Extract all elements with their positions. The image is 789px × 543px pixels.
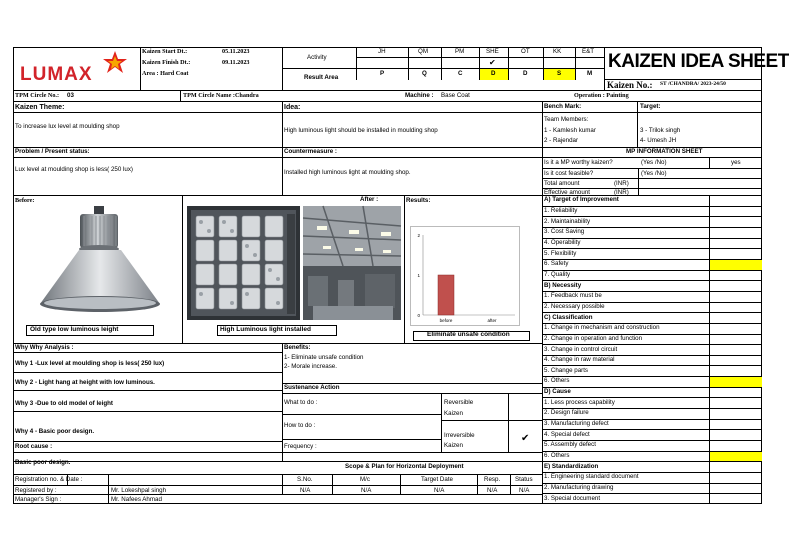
- benchmark-label: Bench Mark:: [544, 103, 582, 110]
- manager-sign-value: Mr. Nafees Ahmad: [111, 496, 162, 503]
- checklist-item: 5. Assembly defect: [544, 441, 596, 449]
- scope-col-mc: M/c: [360, 476, 370, 483]
- checklist-item: 3. Special document: [544, 494, 601, 502]
- checklist-highlight: [710, 260, 762, 270]
- results-chart-svg: [411, 227, 519, 325]
- checklist-section-title: C) Classification: [544, 313, 593, 321]
- mp-q4-unit: (INR): [614, 189, 629, 196]
- circle-name: TPM Circle Name :Chandra: [183, 92, 259, 99]
- res-m: M: [587, 70, 593, 77]
- target-label: Target:: [640, 103, 661, 110]
- idea-text: High luminous light should be installed in moulding shop: [284, 127, 438, 134]
- scope-title: Scope & Plan for Horizontal Deployment: [345, 463, 464, 470]
- chart-y-tick-label: 0: [417, 313, 420, 318]
- act-jh: JH: [378, 48, 386, 55]
- scope-val-sno: N/A: [300, 487, 311, 494]
- finish-label: Kaizen Finish Dt.:: [142, 59, 191, 66]
- before-caption: Old type low luminous leight: [30, 326, 119, 333]
- activity-label: Activity: [307, 54, 327, 61]
- registration-label: Registration no. & Date :: [15, 476, 83, 483]
- checklist-highlight: [710, 377, 762, 387]
- act-et: E&T: [582, 48, 595, 55]
- checklist-section-title: B) Necessity: [544, 281, 582, 289]
- results-caption: Eliminate unsafe condition: [427, 331, 510, 338]
- mp-q2: Is it cost feasible?: [544, 170, 594, 177]
- act-she: SHE: [486, 48, 499, 55]
- checklist-item: 5. Flexibility: [544, 249, 577, 257]
- star-icon: [102, 50, 128, 74]
- checklist-item: 2. Design failure: [544, 409, 589, 417]
- problem-text: Lux level at moulding shop is less( 250 lux): [15, 166, 133, 173]
- res-c: C: [458, 70, 463, 77]
- checklist-item: 1. Change in mechanism and construction: [544, 324, 660, 332]
- registered-by-value: Mr. Lokeshpal singh: [111, 487, 167, 494]
- checklist-item: 2. Necessary possible: [544, 302, 605, 310]
- team-m4: 4- Umesh JH: [640, 137, 677, 144]
- checklist-item: 6. Others: [544, 452, 570, 460]
- res-d2: D: [523, 70, 528, 77]
- start-value: 05.11.2023: [222, 48, 250, 55]
- countermeasure-text: Installed high luminous light at moulding shop.: [284, 169, 411, 176]
- chart-y-tick-label: 2: [417, 233, 420, 238]
- scope-val-resp: N/A: [487, 487, 498, 494]
- why-3: Why 3 -Due to old model of leight: [15, 400, 113, 407]
- chart-bar: [438, 275, 454, 315]
- mp-q4: Effective amount: [544, 189, 590, 196]
- root-cause-label: Root cause :: [15, 443, 53, 450]
- area-label: Area : Hard Coat: [142, 70, 189, 77]
- how-to-do: How to do :: [284, 422, 316, 429]
- chart-y-tick-label: 1: [417, 273, 420, 278]
- checklist-highlight: [710, 452, 762, 462]
- irreversible-tick-icon: ✔: [521, 433, 530, 444]
- logo: [18, 56, 128, 86]
- benefit-2: 2- Morale increase.: [284, 363, 337, 370]
- scope-val-status: N/A: [519, 487, 530, 494]
- team-m1: 1 - Kamlesh kumar: [544, 127, 596, 134]
- after-caption: High Luminous light installed: [220, 326, 311, 333]
- machine-label: Machine :: [405, 92, 434, 99]
- problem-label: Problem / Present status:: [15, 148, 90, 155]
- res-s: S: [557, 70, 562, 77]
- irreversible-1: Irreversible: [444, 432, 475, 439]
- circle-no-label: TPM Circle No.:: [15, 92, 60, 99]
- reversible-2: Kaizen: [444, 410, 463, 417]
- benefit-1: 1- Eliminate unsafe condition: [284, 354, 364, 361]
- act-qm: QM: [418, 48, 428, 55]
- circle-no-value: 03: [67, 92, 74, 99]
- finish-value: 09.11.2023: [222, 59, 250, 66]
- chart-x-tick-label: after: [487, 318, 497, 323]
- checklist-section-title: D) Cause: [544, 388, 571, 396]
- mp-q1: Is it a MP worthy kaizen?: [544, 159, 613, 166]
- theme-label: Kaizen Theme:: [15, 104, 65, 111]
- she-tick-icon: ✔: [489, 58, 496, 67]
- checklist-item: 1. Feedback must be: [544, 292, 602, 300]
- checklist-section-title: E) Standardization: [544, 462, 599, 470]
- res-d1: D: [491, 70, 496, 77]
- result-area-label: Result Area: [304, 74, 339, 81]
- scope-col-sno: S.No.: [297, 476, 313, 483]
- checklist-item: 1. Reliability: [544, 206, 578, 214]
- scope-col-date: Target Date: [421, 476, 453, 483]
- manager-sign-label: Manager's Sign :: [15, 496, 62, 503]
- mp-q2-opt: (Yes /No): [641, 170, 667, 177]
- kaizen-no-value: ST /CHANDRA/ 2023-24/50: [660, 81, 726, 87]
- team-label: Team Members:: [544, 116, 589, 123]
- act-kk: KK: [553, 48, 562, 55]
- operation: Operation : Painting: [574, 92, 629, 99]
- start-label: Kaizen Start Dt.:: [142, 48, 188, 55]
- why-1: Why 1 -Lux level at moulding shop is less( 250 lux): [15, 360, 165, 367]
- theme-text: To increase lux level at moulding shop: [15, 123, 120, 130]
- checklist-item: 6. Safety: [544, 260, 569, 268]
- checklist-item: 2. Change in operation and function: [544, 334, 643, 342]
- res-q: Q: [422, 70, 427, 77]
- sheet-title: KAIZEN IDEA SHEET: [608, 51, 789, 72]
- checklist-item: 1. Engineering standard document: [544, 473, 639, 481]
- act-ot: OT: [521, 48, 530, 55]
- frequency: Frequency :: [284, 443, 317, 450]
- mp-q1-opt: (Yes /No): [641, 159, 667, 166]
- checklist-item: 5. Change parts: [544, 366, 589, 374]
- root-cause-text: Basic poor design.: [15, 459, 71, 466]
- countermeasure-label: Countermeasure :: [284, 148, 337, 155]
- results-chart: [410, 226, 520, 326]
- scope-val-date: N/A: [434, 487, 445, 494]
- checklist-item: 3. Change in control circuit: [544, 345, 618, 353]
- res-p: P: [380, 70, 385, 77]
- mp-title: MP INFORMATION SHEET: [626, 148, 703, 155]
- mp-q3: Total amount: [544, 180, 580, 187]
- logo-text: LUMAX: [20, 64, 93, 85]
- before-label: Before:: [15, 197, 35, 204]
- after-label: After :: [360, 196, 379, 203]
- mp-q1-ans: yes: [731, 159, 741, 166]
- checklist-item: 4. Change in raw material: [544, 356, 615, 364]
- checklist-item: 1. Less process capability: [544, 398, 615, 406]
- checklist-item: 2. Manufacturing drawing: [544, 484, 614, 492]
- whywhy-label: Why Why Analysis :: [15, 344, 74, 351]
- team-m3: 3 - Trilok singh: [640, 127, 681, 134]
- why-4: Why 4 - Basic poor design.: [15, 428, 95, 435]
- act-pm: PM: [455, 48, 465, 55]
- machine-value: Base Coat: [441, 92, 470, 99]
- kaizen-no-label: Kaizen No.:: [607, 80, 653, 90]
- checklist-item: 6. Others: [544, 377, 570, 385]
- chart-x-tick-label: before: [439, 318, 453, 323]
- checklist-item: 3. Cost Saving: [544, 228, 585, 236]
- irreversible-2: Kaizen: [444, 442, 463, 449]
- registered-by-label: Registered by :: [15, 487, 57, 494]
- old-lamp-image: [30, 204, 170, 322]
- reversible-1: Reversible: [444, 399, 474, 406]
- scope-col-status: Status: [515, 476, 533, 483]
- new-lamp-image: [187, 206, 300, 320]
- mp-q3-unit: (INR): [614, 180, 629, 187]
- checklist-item: 4. Special defect: [544, 430, 590, 438]
- checklist-item: 3. Manufacturing defect: [544, 420, 609, 428]
- why-2: Why 2 - Light hang at height with low luminous.: [15, 379, 155, 386]
- benefits-label: Benefits:: [284, 344, 311, 351]
- idea-label: Idea:: [284, 104, 301, 111]
- checklist-item: 2. Maintainability: [544, 217, 591, 225]
- scope-col-resp: Resp.: [484, 476, 501, 483]
- scope-val-mc: N/A: [361, 487, 372, 494]
- checklist-section-title: A) Target of Improvement: [544, 196, 619, 204]
- factory-ceiling-image: [303, 206, 401, 320]
- sustenance-label: Sustenance Action: [284, 384, 340, 391]
- what-to-do: What to do :: [284, 399, 318, 406]
- team-m2: 2 - Rajendar: [544, 137, 579, 144]
- checklist-item: 7. Quality: [544, 270, 571, 278]
- results-label: Results:: [406, 197, 431, 204]
- checklist-item: 4. Operability: [544, 238, 581, 246]
